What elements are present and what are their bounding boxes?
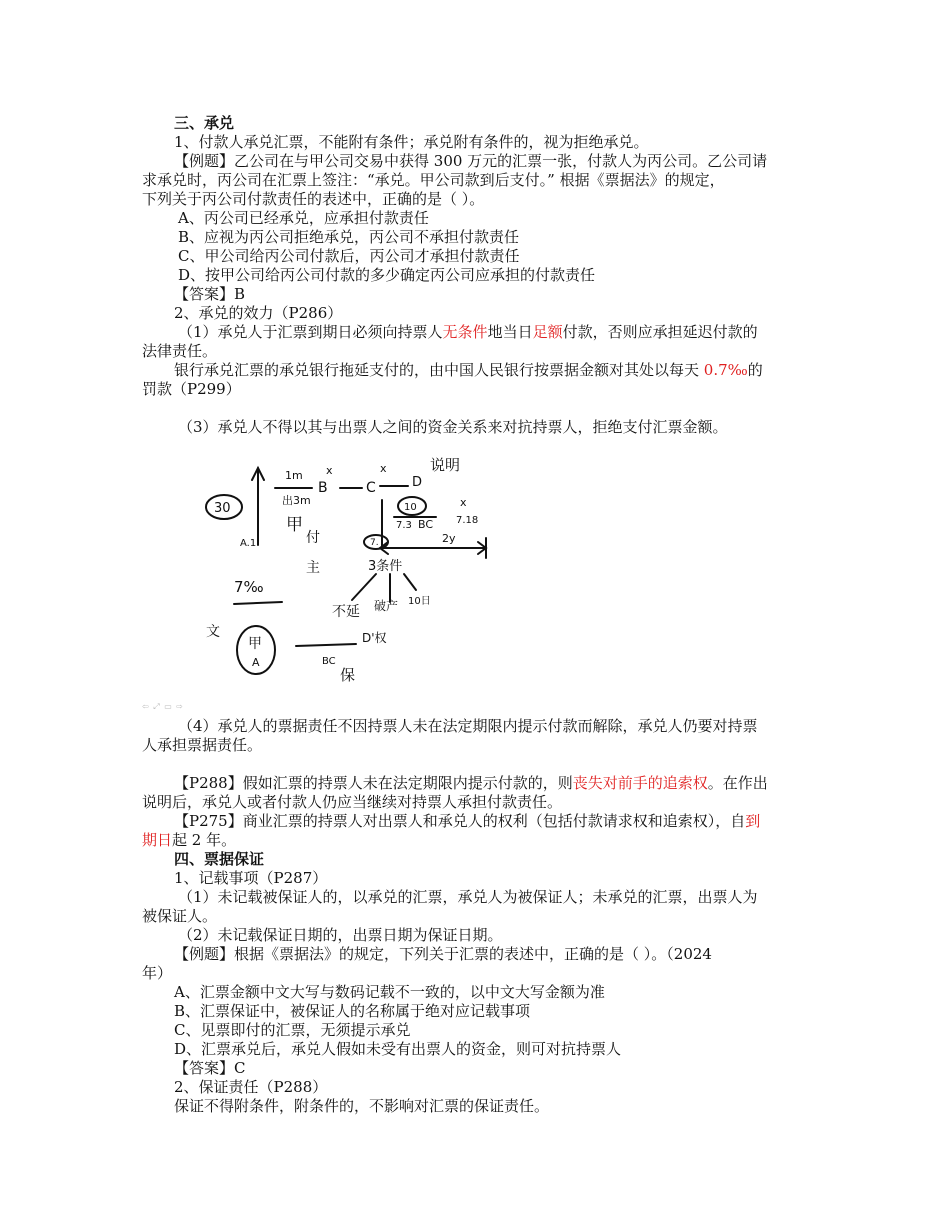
p288-line-2: 说明后，承兑人或者付款人仍应当继续对持票人承担付款责任。: [142, 793, 563, 811]
guarantee-liability-text: 保证不得附条件，附条件的，不影响对汇票的保证责任。: [174, 1097, 550, 1115]
effect-1-highlight-unconditional: 无条件: [442, 323, 488, 341]
effect-1-text-b: 地当日: [487, 323, 533, 341]
bank-penalty-line-2: 罚款（P299）: [142, 380, 241, 398]
sketch-label-pochan: 破产: [374, 599, 399, 613]
sketch-label-a: A: [252, 656, 260, 669]
sketch-label-buyan: 不延: [332, 604, 360, 620]
sketch-label-rate: 7‰: [234, 578, 264, 596]
sketch-label-fu: 付: [306, 530, 320, 546]
section-3-point-2: 2、承兑的效力（P286）: [174, 304, 343, 322]
bank-penalty-line-1: [174, 361, 763, 380]
p288-line-1: [174, 774, 768, 793]
sketch-label-jia: 甲: [286, 515, 303, 535]
p275-text-a: 【P275】商业汇票的持票人对出票人和承兑人的权利（包括付款请求权和追索权），自: [174, 812, 746, 830]
effect-1-highlight-full: 足额: [532, 323, 563, 341]
section-3-point-1: 1、付款人承兑汇票，不能附有条件；承兑附有条件的，视为拒绝承兑。: [174, 133, 649, 151]
sketch-label-jia-2: 甲: [248, 636, 262, 652]
sketch-label-7: 7.: [370, 538, 379, 548]
sketch-mark-x1: x: [326, 464, 333, 477]
section-4-point-2: 2、保证责任（P288）: [174, 1078, 328, 1096]
section-4-title: 四、票据保证: [174, 850, 265, 868]
example-1-answer: 【答案】B: [174, 285, 246, 303]
sketch-label-note: 说明: [430, 456, 461, 474]
example-2-option-b: B、汇票保证中，被保证人的名称属于绝对应记载事项: [174, 1002, 531, 1020]
example-2-line-2: 年）: [142, 964, 173, 982]
record-1-line-1: （1）未记载被保证人的，以承兑的汇票，承兑人为被保证人；未承兑的汇票，出票人为: [178, 888, 758, 906]
sketch-label-chu: 出3m: [282, 494, 311, 507]
sketch-label-30: 30: [214, 501, 231, 516]
section-4-point-1: 1、记载事项（P287）: [174, 869, 328, 887]
sketch-branch-left: [352, 574, 376, 600]
sketch-label-10: 10: [404, 502, 417, 513]
example-1-option-d: D、按甲公司给丙公司付款的多少确定丙公司应承担的付款责任: [178, 266, 596, 284]
sketch-label-10day: 10日: [408, 596, 431, 607]
sketch-label-c: C: [366, 480, 376, 496]
effect-1-text-c: 付款，否则应承担延迟付款的: [562, 323, 758, 341]
sketch-label-2y: 2y: [442, 532, 456, 545]
sketch-label-a1: A.1: [240, 538, 257, 549]
bank-penalty-text-a: 银行承兑汇票的承兑银行拖延支付的，由中国人民银行按票据金额对其处以每天: [174, 361, 704, 379]
record-1-line-2: 被保证人。: [142, 907, 218, 925]
example-1-line-1: 【例题】乙公司在与甲公司交易中获得 300 万元的汇票一张，付款人为丙公司。乙公司请: [174, 152, 768, 170]
sketch-underline-rate: [234, 602, 282, 604]
sketch-label-b: B: [318, 480, 328, 496]
sketch-line-guarantee: [296, 644, 356, 646]
sketch-label-bc-2: BC: [322, 656, 336, 667]
example-2-option-d: D、汇票承兑后，承兑人假如未受有出票人的资金，则可对抗持票人: [174, 1040, 622, 1058]
example-2-option-c: C、见票即付的汇票，无须提示承兑: [174, 1021, 411, 1039]
p275-highlight-1: 到: [745, 812, 761, 830]
record-2: （2）未记载保证日期的，出票日期为保证日期。: [178, 926, 503, 944]
effect-1-line-1: [178, 323, 758, 342]
p288-text-a: 【P288】假如汇票的持票人未在法定期限内提示付款的，则: [174, 774, 573, 792]
sketch-label-bao: 保: [340, 666, 356, 684]
sketch-label-condition: 3条件: [368, 559, 403, 574]
p275-line-1: [174, 812, 760, 831]
sketch-label-d: D: [412, 475, 423, 490]
bank-penalty-rate: 0.7‰: [703, 361, 748, 379]
sketch-mark-x3: x: [460, 496, 467, 509]
image-toolbar-icons: ⇦ ⤢ ▭ ⇨: [142, 702, 184, 711]
example-1-line-2: 求承兑时，丙公司在汇票上签注：“承兑。甲公司款到后支付。” 根据《票据法》的规定，: [142, 171, 725, 189]
p275-line-2: [142, 831, 236, 850]
example-2-answer: 【答案】C: [174, 1059, 246, 1077]
example-1-option-b: B、应视为丙公司拒绝承兑，丙公司不承担付款责任: [178, 228, 520, 246]
p275-text-b: 起 2 年。: [172, 831, 237, 849]
sketch-label-73: 7.3: [396, 520, 412, 531]
p288-highlight: 丧失对前手的追索权: [572, 774, 708, 792]
sketch-mark-x2: x: [380, 462, 387, 475]
sketch-label-718: 7.18: [456, 515, 479, 526]
example-2-option-a: A、汇票金额中文大写与数码记载不一致的，以中文大写金额为准: [174, 983, 605, 1001]
example-1-line-3: 下列关于丙公司付款责任的表述中，正确的是（ ）。: [142, 190, 485, 208]
sketch-label-zhu: 主: [306, 560, 320, 576]
example-1-option-a: A、丙公司已经承兑，应承担付款责任: [178, 209, 429, 227]
effect-4-line-1: （4）承兑人的票据责任不因持票人未在法定期限内提示付款而解除，承兑人仍要对持票: [178, 717, 758, 735]
example-1-option-c: C、甲公司给丙公司付款后，丙公司才承担付款责任: [178, 247, 520, 265]
sketch-label-wen: 文: [206, 624, 220, 640]
sketch-label-bc: BC: [418, 518, 434, 531]
effect-4-line-2: 人承担票据责任。: [142, 736, 263, 754]
sketch-label-dquan: D'权: [362, 631, 387, 645]
sketch-branch-right: [404, 574, 416, 590]
p288-text-b: 。在作出: [707, 774, 768, 792]
effect-1-text-a: （1）承兑人于汇票到期日必须向持票人: [178, 323, 443, 341]
effect-3: （3）承兑人不得以其与出票人之间的资金关系来对抗持票人，拒绝支付汇票金额。: [178, 418, 728, 436]
example-2-line-1: 【例题】根据《票据法》的规定，下列关于汇票的表述中，正确的是（ ）。（2024: [174, 945, 712, 963]
p275-highlight-2: 期日: [142, 831, 173, 849]
effect-1-line-2: 法律责任。: [142, 342, 218, 360]
sketch-label-1m: 1m: [285, 469, 303, 482]
bank-penalty-text-b: 的: [747, 361, 763, 379]
section-3-title: 三、承兑: [174, 114, 235, 132]
handwritten-sketch: [190, 450, 510, 695]
